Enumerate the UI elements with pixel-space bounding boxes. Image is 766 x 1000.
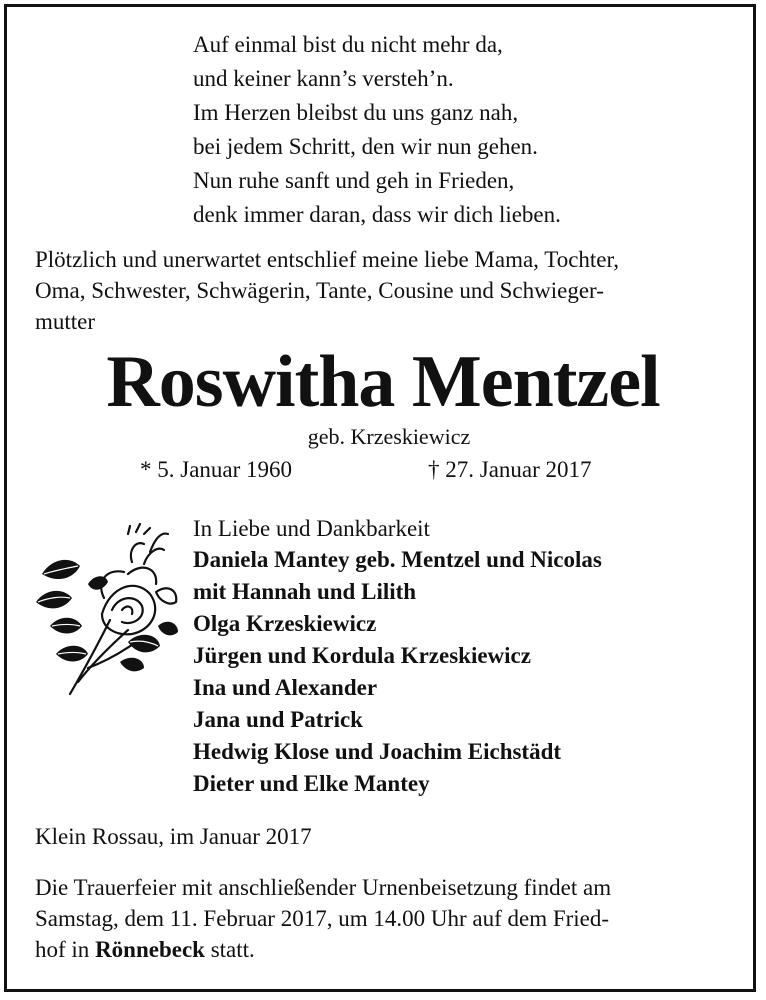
poem-line: Auf einmal bist du nicht mehr da, [193,32,503,57]
funeral-text: hof in [35,937,96,962]
funeral-line: Die Trauerfeier mit anschließender Urnenbeisetzung findet am [35,875,612,900]
mourners-list [193,544,602,800]
funeral-text: statt. [204,937,255,962]
mourner-name: Ina und Alexander [193,675,378,700]
place-date: Klein Rossau, im Januar 2017 [35,824,312,849]
mourner-name: Jana und Patrick [193,707,363,732]
intro-line: Plötzlich und unerwartet entschlief meine liebe Mama, Tochter, [35,247,619,272]
mourner-name: Dieter und Elke Mantey [193,771,430,796]
mourner-name: Olga Krzeskiewicz [193,611,377,636]
funeral-place: Rönnebeck [95,937,205,962]
birth-date: * 5. Januar 1960 [140,457,293,482]
poem-line: Nun ruhe sanft und geh in Frieden, [193,168,515,193]
mourner-name: mit Hannah und Lilith [193,579,417,604]
mourners [193,514,602,800]
mourners-lead: In Liebe und Dankbarkeit [193,516,430,541]
mourner-name: Jürgen und Kordula Krzeskiewicz [193,643,531,668]
poem [193,28,561,232]
deceased-name: Roswitha Mentzel [106,341,660,423]
death-date: † 27. Januar 2017 [428,457,592,482]
rose-icon [32,522,182,697]
poem-line: und keiner kann’s versteh’n. [193,66,454,91]
funeral-info [35,872,745,965]
funeral-line: Samstag, dem 11. Februar 2017, um 14.00 Uhr auf dem Fried- [35,906,610,931]
intro-text [35,244,745,337]
poem-line: bei jedem Schritt, den wir nun gehen. [193,134,538,159]
intro-line: Oma, Schwester, Schwägerin, Tante, Cousine und Schwieger- [35,278,604,303]
mourner-name: Hedwig Klose und Joachim Eichstädt [193,739,562,764]
poem-line: Im Herzen bleibst du uns ganz nah, [193,100,519,125]
poem-line: denk immer daran, dass wir dich lieben. [193,202,561,227]
mourner-name: Daniela Mantey geb. Mentzel und Nicolas [193,547,602,572]
funeral-line [35,934,745,965]
maiden-name: geb. Krzeskiewicz [307,424,471,449]
intro-line: mutter [35,309,96,334]
